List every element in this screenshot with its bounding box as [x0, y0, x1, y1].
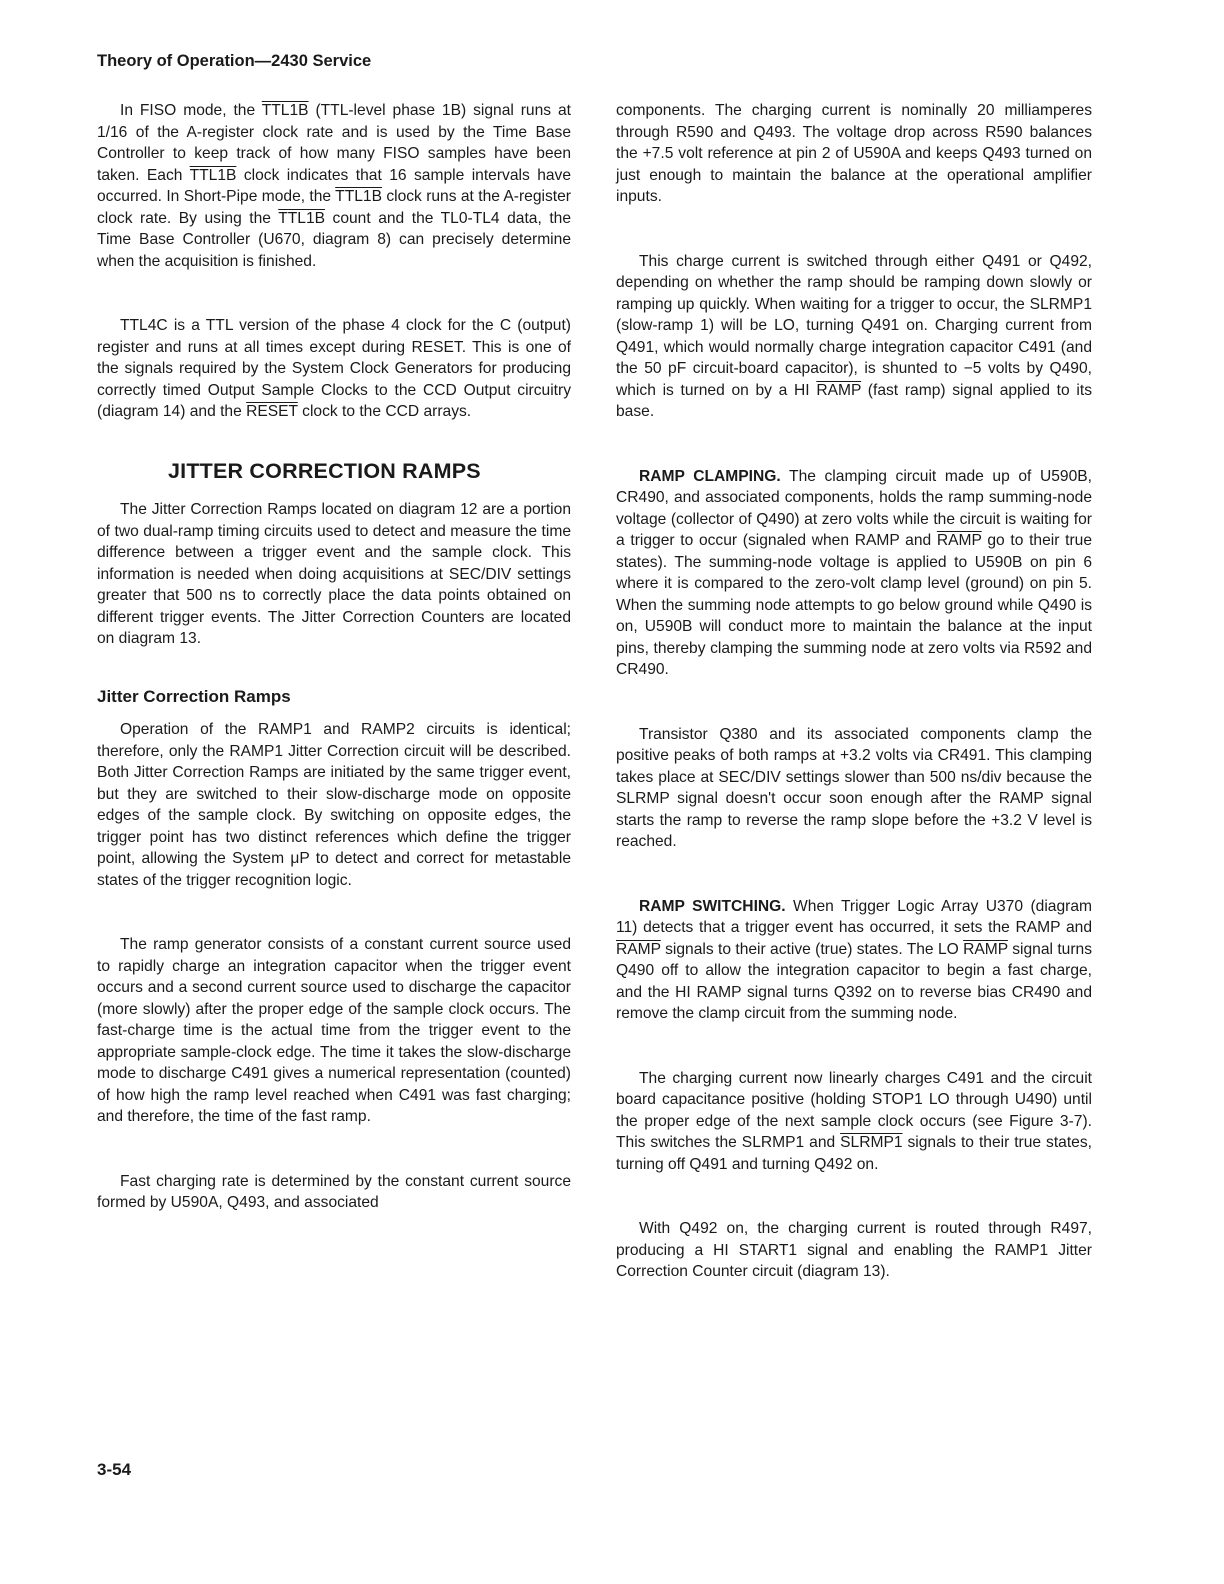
run-in-heading: RAMP SWITCHING.: [639, 897, 786, 915]
paragraph-transistor-q380: Transistor Q380 and its associated components clamp the positive peaks of both ramps at +3.2 volts via CR491. This clamping takes place at SEC/DIV settings slower than 500 ns/div because the SLRMP signal doesn't occur soon enough after the RAMP signal starts the ramp to reverse the ramp slope before the +3.2 V level is reached.: [616, 725, 1092, 850]
paragraph-fast-charging: Fast charging rate is determined by the constant current source formed by U590A, Q493, and associated: [97, 1172, 571, 1211]
paragraph-jitter-intro: The Jitter Correction Ramps located on diagram 12 are a portion of two dual-ramp timing circuits used to detect and measure the time difference between a trigger event and the sample clock. This information is needed when doing acquisitions at SEC/DIV settings greater that 500 ns to correctly place the data points obtained on different trigger events. The Jitter Correction Counters are located on diagram 13.: [97, 501, 571, 647]
running-header: Theory of Operation—2430 Service: [97, 52, 372, 70]
paragraph-charging-current: components. The charging current is nominally 20 milliamperes through R590 and Q493. The voltage drop across R590 balances the +7.5 volt reference at pin 2 of U590A and keeps Q493 turned on just enough to maintain the balance at the operational amplifier inputs.: [616, 102, 1092, 205]
section-title: JITTER CORRECTION RAMPS: [168, 458, 481, 483]
signal-ttl1b: TTL1B: [261, 102, 309, 119]
left-column: [97, 100, 571, 1214]
signal-ttl1b: TTL1B: [189, 166, 237, 184]
paragraph-ramp-operation: Operation of the RAMP1 and RAMP2 circuits is identical; therefore, only the RAMP1 Jitter Correction circuit will be described. Both Jitter Correction Ramps are initiated by the same trigger event, but they are switched to their slow-discharge mode on opposite edges of the sample clock. By switching on opposite edges, the trigger point has two distinct references which define the trigger point, allowing the System μP to detect and correct for metastable states of the trigger recognition logic.: [97, 721, 571, 889]
page-number: 3-54: [97, 1460, 132, 1479]
subsection-title: Jitter Correction Ramps: [97, 686, 291, 706]
signal-reset: RESET: [246, 403, 298, 420]
paragraph-ttl4c: TTL4C is a TTL version of the phase 4 clock for the C (output) register and runs at all times except during RESET. This is one of the signals required by the System Clock Generators for producing correctly timed Output Sample Clocks to the CCD Output circuitry (diagram 14) and the RESET clock to the CCD arrays.: [97, 317, 571, 420]
signal-ramp-bar: RAMP: [616, 940, 661, 958]
paragraph-ramp-switching: RAMP SWITCHING. When Trigger Logic Array U370 (diagram 11) detects that a trigger event has occurred, it sets the RAMP and RAMP signals to their active (true) states. The LO RAMP signal turns Q490 off to allow the integration capacitor to begin a fast charge, and the HI RAMP signal turns Q392 on to reverse bias CR490 and remove the clamp circuit from the summing node.: [616, 897, 1092, 1022]
right-column: [616, 100, 1092, 1283]
signal-ramp-bar: RAMP: [936, 532, 982, 549]
paragraph-ramp-generator: The ramp generator consists of a constant current source used to rapidly charge an integration capacitor when the trigger event occurs and a second current source used to discharge the capacitor (more slowly) after the proper edge of the sample clock occurs. The fast-charge time is the actual time from the trigger event to the appropriate sample-clock edge. The time it takes the slow-discharge mode to discharge C491 gives a numerical representation (counted) of how high the ramp level reached when C491 was fast charging; and therefore, the time of the fast ramp.: [97, 936, 571, 1125]
paragraph-fiso-mode: In FISO mode, the TTL1B (TTL-level phase 1B) signal runs at 1/16 of the A-register clock rate and is used by the Time Base Controller to keep track of how many FISO samples have been taken. Each TTL1B clock indicates that 16 sample intervals have occurred. In Short-Pipe mode, the TTL1B clock runs at the A-register clock rate. By using the TTL1B count and the TL0-TL4 data, the Time Base Controller (U670, diagram 8) can precisely determine when the acquisition is finished.: [97, 102, 572, 270]
paragraph-charge-switching: This charge current is switched through either Q491 or Q492, depending on whether the ramp should be ramping down slowly or ramping up quickly. When waiting for a trigger to occur, the SLRMP1 (slow-ramp 1) will be LO, turning Q491 on. Charging current from Q491, which would normally charge integration capacitor C491 (and the 50 pF circuit-board capacitor), is shunted to −5 volts by Q490, which is turned on by a HI RAMP (fast ramp) signal applied to its base.: [616, 252, 1092, 420]
signal-slrmp1-bar: SLRMP1: [840, 1134, 903, 1151]
signal-ttl1b: TTL1B: [335, 188, 382, 205]
paragraph-q492-on: With Q492 on, the charging current is routed through R497, producing a HI START1 signal and enabling the RAMP1 Jitter Correction Counter circuit (diagram 13).: [616, 1220, 1092, 1280]
signal-ramp-bar: RAMP: [816, 381, 862, 399]
paragraph-ramp-clamping: RAMP CLAMPING. The clamping circuit made up of U590B, CR490, and associated components, holds the ramp summing-node voltage (collector of Q490) at zero volts while the circuit is waiting for a trigger to occur (signaled when RAMP and RAMP go to their true states). The summing-node voltage is applied to U590B on pin 6 where it is compared to the zero-volt clamp level (ground) on pin 5. When the summing node attempts to go below ground while Q490 is on, U590B will conduct more to maintain the balance at the input pins, thereby clamping the summing node at zero volts via R592 and CR490.: [616, 467, 1092, 678]
paragraph-linear-charge: The charging current now linearly charges C491 and the circuit board capacitance positive (holding STOP1 LO through U490) until the proper edge of the next sample clock occurs (see Figure 3-7). This switches the SLRMP1 and SLRMP1 signals to their true states, turning off Q491 and turning Q492 on.: [616, 1069, 1092, 1173]
signal-ttl1b: TTL1B: [278, 209, 326, 227]
signal-ramp-bar: RAMP: [963, 940, 1008, 958]
run-in-heading: RAMP CLAMPING.: [639, 467, 781, 485]
